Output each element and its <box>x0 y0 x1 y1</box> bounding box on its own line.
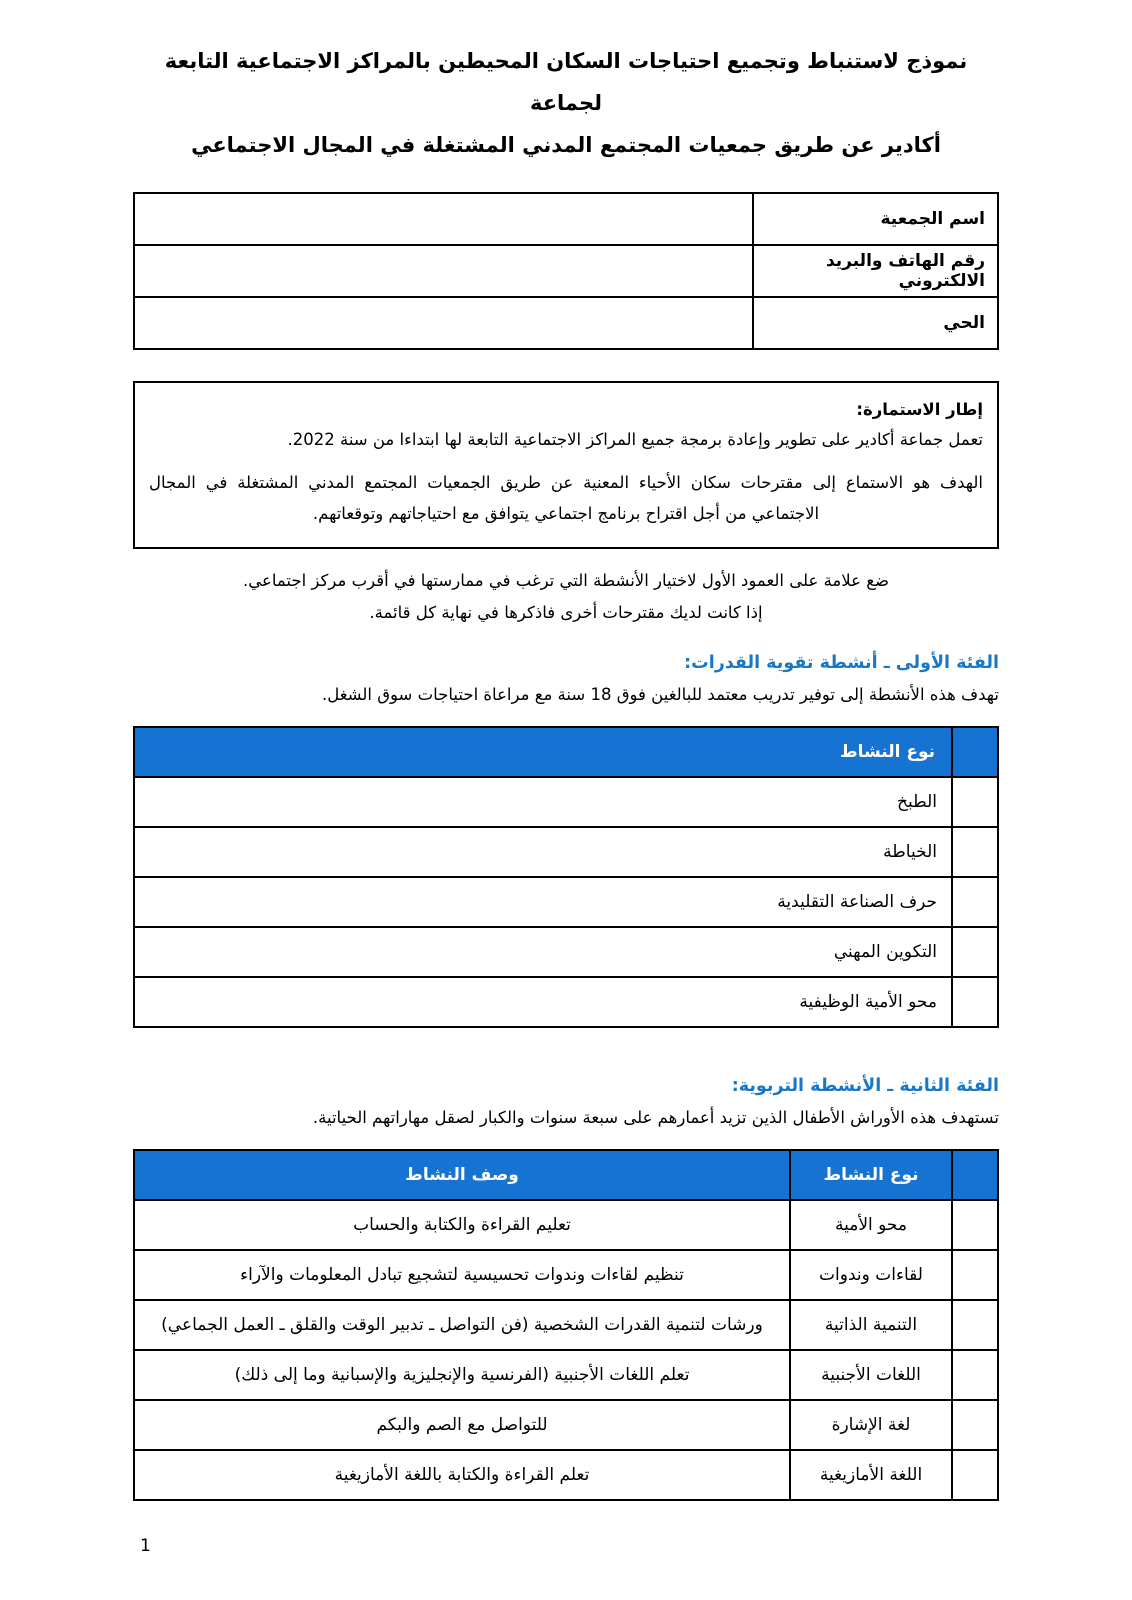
table-row <box>134 1400 998 1450</box>
activity-label: الخياطة <box>134 827 952 877</box>
table-row <box>134 1250 998 1300</box>
activity-description: تنظيم لقاءات وندوات تحسيسية لتشجيع تبادل المعلومات والآراء <box>134 1250 790 1300</box>
table-row <box>134 1450 998 1500</box>
checkbox-cell[interactable] <box>952 777 998 827</box>
activity-type-header: نوع النشاط <box>790 1150 952 1200</box>
checkbox-cell[interactable] <box>952 1200 998 1250</box>
checkbox-cell[interactable] <box>952 1300 998 1350</box>
form-context-paragraph-1: تعمل جماعة أكادير على تطوير وإعادة برمجة جميع المراكز الاجتماعية التابعة لها ابتداءا من سنة 2022. <box>287 430 983 449</box>
document-title-line-1: نموذج لاستنباط وتجميع احتياجات السكان المحيطين بالمراكز الاجتماعية التابعة لجماعة <box>164 49 968 115</box>
activity-label: محو الأمية الوظيفية <box>134 977 952 1027</box>
checkbox-cell[interactable] <box>952 1450 998 1500</box>
checkbox-column-header <box>952 727 998 777</box>
table-row <box>134 193 998 245</box>
table-row <box>134 977 998 1027</box>
page-number: 1 <box>140 1536 151 1556</box>
activity-type: اللغة الأمازيغية <box>790 1450 952 1500</box>
activity-type: التنمية الذاتية <box>790 1300 952 1350</box>
document-title <box>133 40 999 166</box>
table-row <box>134 777 998 827</box>
activity-label: حرف الصناعة التقليدية <box>134 877 952 927</box>
marking-instructions <box>133 565 999 629</box>
activity-description-header: وصف النشاط <box>134 1150 790 1200</box>
activity-label: الطبخ <box>134 777 952 827</box>
checkbox-cell[interactable] <box>952 927 998 977</box>
activity-type: لغة الإشارة <box>790 1400 952 1450</box>
activity-description: تعلم القراءة والكتابة باللغة الأمازيغية <box>134 1450 790 1500</box>
checkbox-cell[interactable] <box>952 1250 998 1300</box>
activity-description: ورشات لتنمية القدرات الشخصية (فن التواصل ـ تدبير الوقت والقلق ـ العمل الجماعي) <box>134 1300 790 1350</box>
section-1-description: تهدف هذه الأنشطة إلى توفير تدريب معتمد للبالغين فوق 18 سنة مع مراعاة احتياجات سوق الشغل. <box>321 685 999 704</box>
activity-label: التكوين المهني <box>134 927 952 977</box>
activity-type-header: نوع النشاط <box>134 727 952 777</box>
table-row <box>134 1200 998 1250</box>
checkbox-column-header <box>952 1150 998 1200</box>
section-2-description: تستهدف هذه الأوراش الأطفال الذين تزيد أعمارهم على سبعة سنوات والكبار لصقل مهاراتهم الحياتية. <box>312 1108 999 1127</box>
phone-email-field[interactable] <box>134 245 753 297</box>
section-2-heading: الفئة الثانية ـ الأنشطة التربوية: <box>731 1076 999 1096</box>
activity-type: محو الأمية <box>790 1200 952 1250</box>
table-header-row <box>134 727 998 777</box>
checkbox-cell[interactable] <box>952 1350 998 1400</box>
activity-description: تعلم اللغات الأجنبية (الفرنسية والإنجليزية والإسبانية وما إلى ذلك) <box>134 1350 790 1400</box>
association-name-label: اسم الجمعية <box>753 193 998 245</box>
section-1-heading: الفئة الأولى ـ أنشطة تقوية القدرات: <box>684 653 999 673</box>
phone-email-label: رقم الهاتف والبريد الالكتروني <box>753 245 998 297</box>
table-row <box>134 297 998 349</box>
checkbox-cell[interactable] <box>952 877 998 927</box>
educational-activities-table <box>133 1149 999 1501</box>
marking-instructions-line-1: ضع علامة على العمود الأول لاختيار الأنشطة التي ترغب في ممارستها في أقرب مركز اجتماعي. <box>243 571 889 590</box>
table-row <box>134 1350 998 1400</box>
table-row <box>134 877 998 927</box>
checkbox-cell[interactable] <box>952 1400 998 1450</box>
neighborhood-field[interactable] <box>134 297 753 349</box>
activity-type: اللغات الأجنبية <box>790 1350 952 1400</box>
association-name-field[interactable] <box>134 193 753 245</box>
document-title-line-2: أكادير عن طريق جمعيات المجتمع المدني المشتغلة في المجال الاجتماعي <box>191 133 941 157</box>
table-header-row <box>134 1150 998 1200</box>
table-row <box>134 827 998 877</box>
association-info-table <box>133 192 999 350</box>
table-row <box>134 1300 998 1350</box>
table-row <box>134 245 998 297</box>
capacity-activities-table <box>133 726 999 1028</box>
activity-description: تعليم القراءة والكتابة والحساب <box>134 1200 790 1250</box>
document-content <box>133 0 999 1501</box>
activity-type: لقاءات وندوات <box>790 1250 952 1300</box>
form-context-heading: إطار الاستمارة: <box>856 400 983 419</box>
checkbox-cell[interactable] <box>952 977 998 1027</box>
activity-description: للتواصل مع الصم والبكم <box>134 1400 790 1450</box>
form-context-paragraph-2: الهدف هو الاستماع إلى مقترحات سكان الأحياء المعنية عن طريق الجمعيات المجتمع المدني المشتغلة في المجال الاجتماعي من أجل اقتراح برنامج اجتماعي يتوافق مع احتياجاتهم وتوقعاتهم. <box>149 473 983 523</box>
table-row <box>134 927 998 977</box>
checkbox-cell[interactable] <box>952 827 998 877</box>
form-context-box <box>133 381 999 549</box>
marking-instructions-line-2: إذا كانت لديك مقترحات أخرى فاذكرها في نهاية كل قائمة. <box>369 603 763 622</box>
neighborhood-label: الحي <box>753 297 998 349</box>
